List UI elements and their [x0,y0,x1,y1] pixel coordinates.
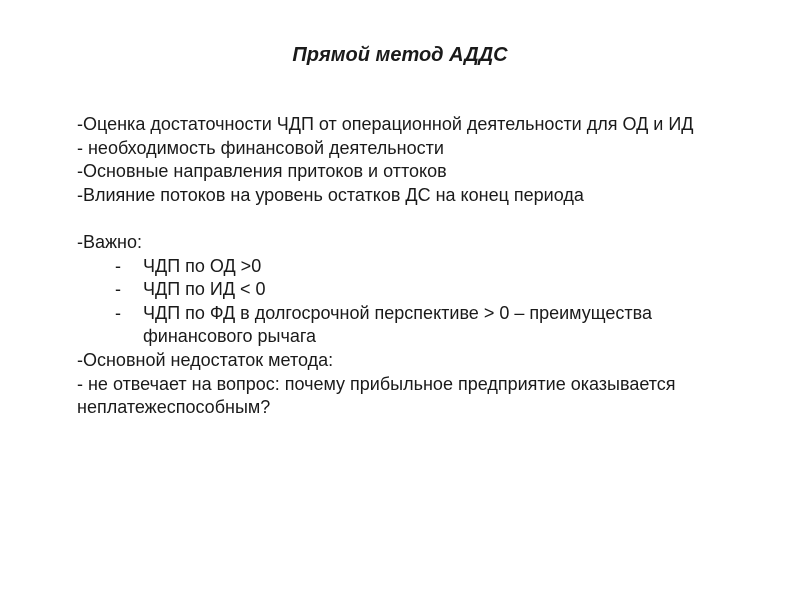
bullet-item [77,302,737,349]
text-line-od-id: -Оценка достаточности ЧДП от операционной деятельности для ОД и ИД [77,114,694,134]
important-label: -Важно: [77,231,143,252]
slide-title: Прямой метод АДДС [292,44,508,66]
bullet-marker: - [115,255,121,276]
bullet-marker: - [115,302,121,323]
bullet-text: ЧДП по ФД в долгосрочной перспективе > 0 – преимущества финансового рычага [143,302,652,347]
drawback-text: - не отвечает на вопрос: почему прибыльное предприятие оказывается неплатежеспособным? [77,373,676,418]
slide-body [77,113,737,420]
bullet-item [77,255,737,279]
text-line-flows: -Основные направления притоков и оттоков [77,161,447,182]
text-line-balance: -Влияние потоков на уровень остатков ДС на конец периода [77,184,584,205]
drawback-label: -Основной недостаток метода: [77,349,334,370]
bullet-item [77,278,737,302]
spacer [77,207,737,231]
bullet-text: ЧДП по ИД < 0 [143,279,266,300]
text-line-financing: - необходимость финансовой деятельности [77,137,444,158]
bullet-text: ЧДП по ОД >0 [143,255,262,276]
bullet-marker: - [115,279,121,300]
